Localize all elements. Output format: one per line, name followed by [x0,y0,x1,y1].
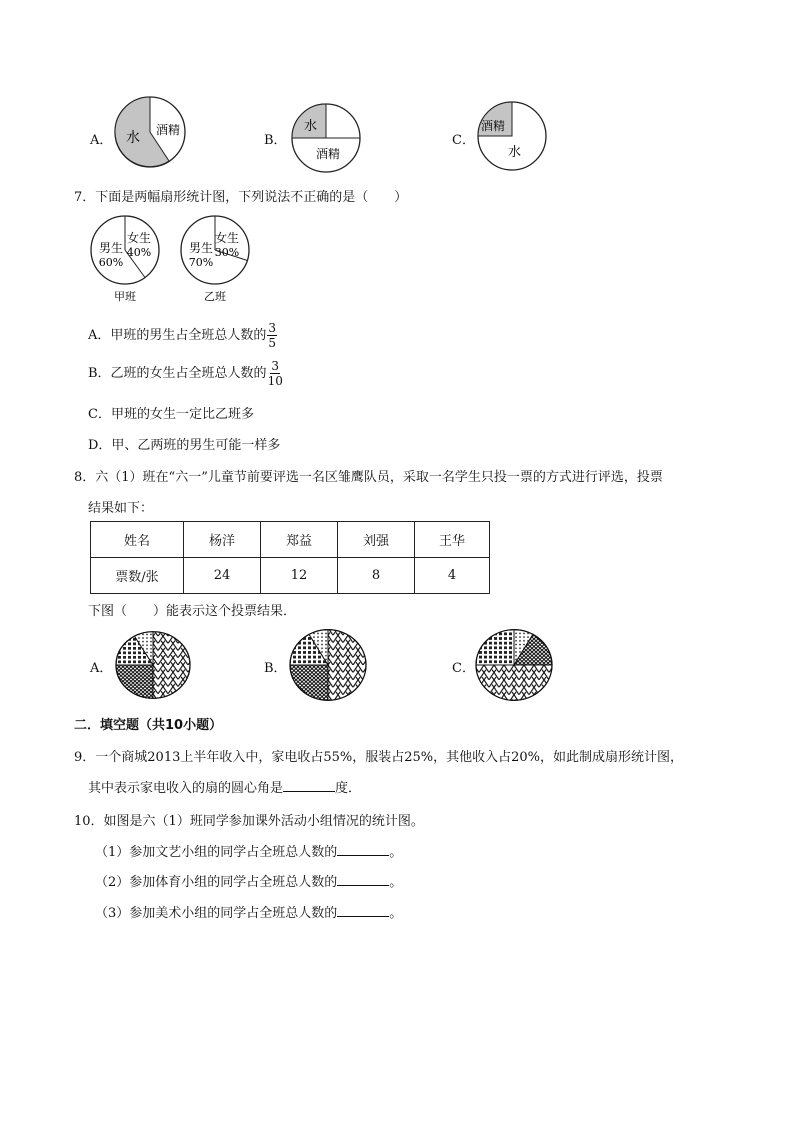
pie-slice-percent: 30% [214,246,240,259]
q6-option-c-pie [476,100,548,172]
q6-c-label-water: 水 [508,145,522,160]
q6-b-label-alcohol: 酒精 [316,147,341,161]
q7-option-d: D．甲、乙两班的男生可能一样多 [88,438,281,453]
q9-line2-text: 其中表示家电收入的扇的圆心角是 [88,781,284,796]
pie-slice-label: 男生 [98,241,124,255]
q7-option-a-text: A．甲班的男生占全班总人数的 [88,328,267,343]
table-header-cell: 姓名 [91,522,184,558]
q7-option-a [88,322,277,349]
pie-title: 甲班 [114,290,136,303]
pie-slice-label: 男生 [188,241,214,255]
q8-after-text: 下图（ ）能表示这个投票结果． [88,604,297,619]
q6-option-b-pie [290,102,362,174]
q7-option-b-text: B．乙班的女生占全班总人数的 [88,366,267,381]
q10-item-2: （2）参加体育小组的同学占全班总人数的 。 [95,875,403,890]
pie-slice-percent: 70% [188,256,214,269]
pie-slice-label: 女生 [126,231,152,245]
q7-stem: 7．下面是两幅扇形统计图，下列说法不正确的是（ ） [74,190,408,205]
q8-stem-line2: 结果如下： [88,501,154,516]
table-row [91,558,490,594]
q9-answer-blank[interactable] [283,779,335,792]
q9-line1: 9．一个商城2013上半年收入中，家电收占55%，服装占25%，其他收入占20%，如此制成扇形统计图， [74,750,684,765]
q7-option-c: C．甲班的女生一定比乙班多 [88,407,254,422]
pie-slice-label: 女生 [214,231,240,245]
pie-slice-percent: 60% [98,256,124,269]
table-cell: 12 [261,558,338,594]
q8-vote-table [90,521,490,594]
q6-option-a-letter: A． [90,133,113,148]
q8-option-b-pie [288,628,368,702]
q8-option-c-letter: C． [452,661,475,676]
q6-a-label-alcohol: 酒精 [156,123,181,137]
q9-line2 [88,777,361,796]
table-header-cell: 刘强 [338,522,415,558]
section-title: 二．填空题（共10小题） [74,718,223,733]
q8-option-a-pie [114,630,192,700]
q8-option-a-letter: A． [90,661,113,676]
q10-stem: 10．如图是六（1）班同学参加课外活动小组情况的统计图。 [74,814,424,829]
q6-option-b-letter: B． [264,133,287,148]
q10-answer-blank[interactable] [337,904,389,917]
q10-item-1: （1）参加文艺小组的同学占全班总人数的 。 [95,845,403,860]
table-row [91,522,490,558]
q9-line2-end: 度． [335,781,362,796]
table-cell: 4 [415,558,490,594]
table-cell: 票数/张 [91,558,184,594]
q10-answer-blank[interactable] [337,873,389,886]
pie-slice-percent: 40% [126,246,152,259]
pie-title: 乙班 [204,290,226,303]
table-cell: 8 [338,558,415,594]
q6-option-c-letter: C． [452,133,475,148]
q7-option-a-fraction: $\frac{3}{5}$ [268,321,277,350]
table-header-cell: 王华 [415,522,490,558]
table-header-cell: 郑益 [261,522,338,558]
q6-b-label-water: 水 [304,119,318,134]
q7-option-b [88,360,283,387]
q6-option-a-pie [112,94,188,170]
q10-item-3: （3）参加美术小组的同学占全班总人数的 。 [95,906,403,921]
q6-a-label-water: 水 [126,130,140,146]
q10-answer-blank[interactable] [337,843,389,856]
q8-option-c-pie [474,628,554,702]
table-cell: 24 [184,558,261,594]
q8-option-b-letter: B． [264,661,287,676]
q8-stem-line1: 8．六（1）班在“六一”儿童节前要评选一名区雏鹰队员，采取一名学生只投一票的方式进行评选，投票 [74,470,663,485]
table-header-cell: 杨洋 [184,522,261,558]
q7-option-b-fraction: $\frac{3}{10}$ [267,359,283,388]
q7-pie-charts [88,214,268,310]
q6-c-label-alcohol: 酒精 [481,119,506,133]
